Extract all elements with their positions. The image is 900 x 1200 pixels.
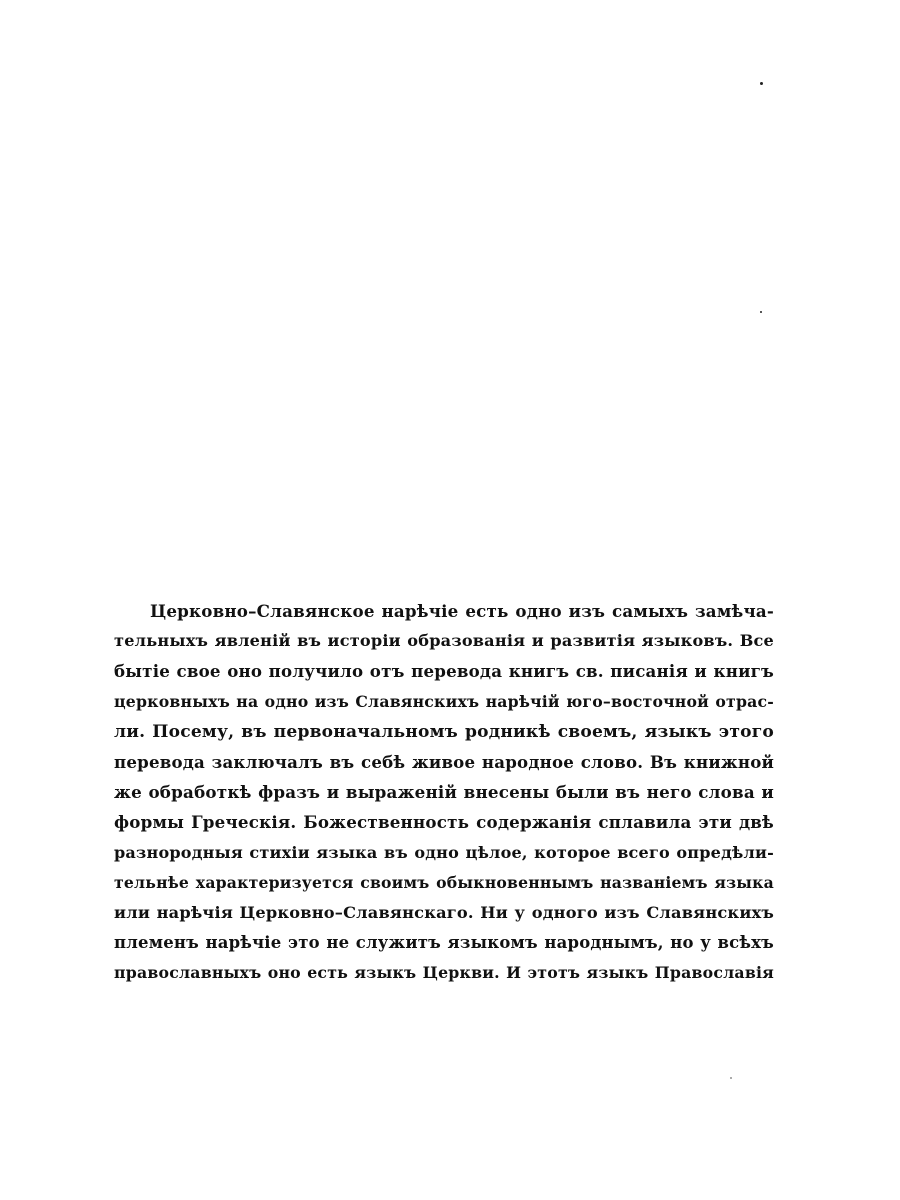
text-line: церковныхъ на одно изъ Славянскихъ нарѣчій юго–восточной отрас-	[114, 691, 774, 711]
text-line: бытіе свое оно получило отъ перевода книгъ св. писанія и книгъ	[114, 661, 774, 682]
text-line: Церковно–Славянское нарѣчіе есть одно изъ самыхъ замѣча-	[150, 601, 774, 621]
text-line: или нарѣчія Церковно–Славянскаго. Ни у одного изъ Славянскихъ	[114, 902, 774, 922]
text-line: же обработкѣ фразъ и выраженій внесены были въ него слова и	[114, 782, 774, 803]
ink-speck	[730, 1077, 732, 1079]
ink-speck	[760, 82, 763, 85]
text-line: тельныхъ явленій въ исторіи образованія и развитія языковъ. Все	[114, 631, 774, 651]
text-line: ли. Посему, въ первоначальномъ родникѣ своемъ, языкъ этого	[114, 721, 774, 742]
text-line: племенъ нарѣчіе это не служитъ языкомъ народнымъ, но у всѣхъ	[114, 933, 774, 953]
ink-speck	[760, 311, 762, 313]
body-paragraph	[114, 596, 774, 988]
text-line: разнородныя стихіи языка въ одно цѣлое, которое всего опредѣли-	[114, 842, 774, 862]
text-line: православныхъ оно есть языкъ Церкви. И этотъ языкъ Православія	[114, 963, 774, 983]
text-line: тельнѣе характеризуется своимъ обыкновеннымъ названіемъ языка	[114, 872, 774, 892]
text-line: формы Греческія. Божественность содержанія сплавила эти двѣ	[114, 812, 774, 833]
text-line: перевода заключалъ въ себѣ живое народное слово. Въ книжной	[114, 751, 774, 772]
